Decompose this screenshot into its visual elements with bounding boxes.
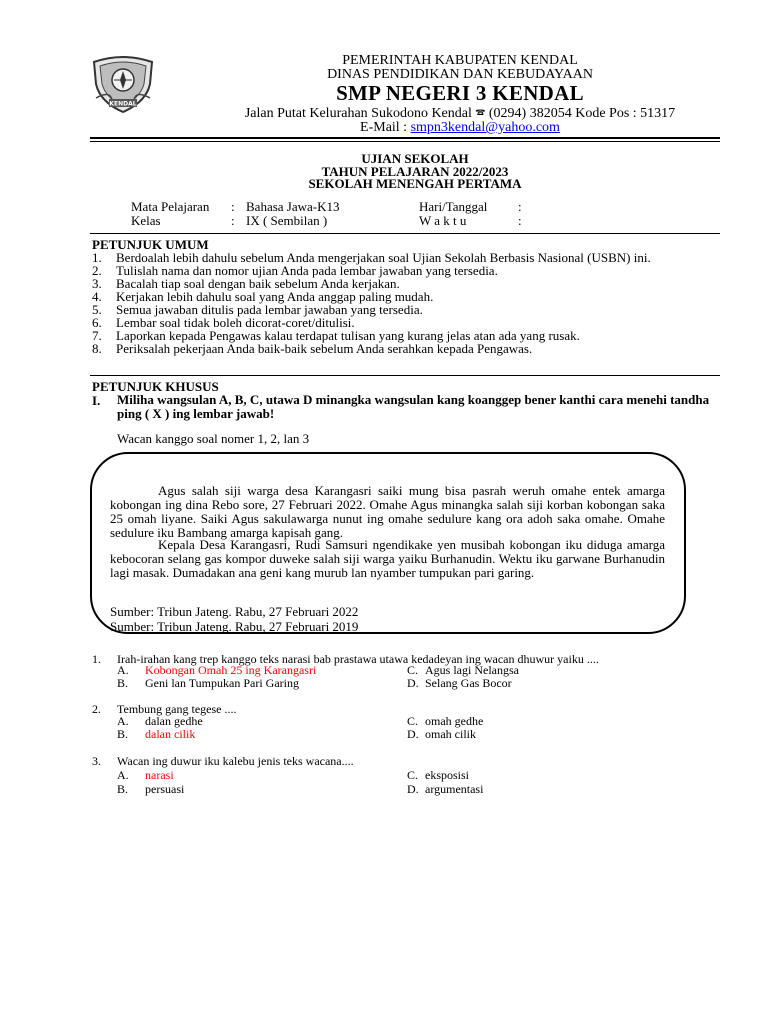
government-line: PEMERINTAH KABUPATEN KENDAL <box>342 53 578 68</box>
question-1-number: 1. <box>92 652 101 666</box>
list-item: 8. Periksalah pekerjaan Anda baik-baik sebelum Anda serahkan kepada Pengawas. <box>92 341 533 356</box>
section-separator <box>90 375 720 376</box>
question-1-option-d[interactable]: Selang Gas Bocor <box>425 676 512 690</box>
question-3-option-d-letter: D. <box>407 782 419 796</box>
day-date-colon: : <box>518 199 522 214</box>
kendal-regency-emblem <box>90 54 156 114</box>
school-level: SEKOLAH MENENGAH PERTAMA <box>308 176 522 191</box>
question-2-option-b[interactable]: dalan cilik <box>145 727 196 741</box>
letterhead-rule-thin <box>90 141 720 142</box>
question-3-option-a[interactable]: narasi <box>145 768 174 782</box>
question-1-option-b-letter: B. <box>117 676 129 690</box>
identity-separator <box>90 233 720 234</box>
general-instructions-list <box>92 251 692 355</box>
question-2-option-c[interactable]: omah gedhe <box>425 714 484 728</box>
list-item: 3. Bacalah tiap soal dengan baik sebelum Anda kerjakan. <box>92 276 400 291</box>
email-link[interactable]: smpn3kendal@yahoo.com <box>410 120 560 135</box>
question-3-text: Wacan ing duwur iku kalebu jenis teks wacana.... <box>117 754 354 768</box>
question-2-option-a[interactable]: dalan gedhe <box>145 714 203 728</box>
question-2-number: 2. <box>92 702 101 716</box>
letterhead-rule-thick <box>90 137 720 139</box>
academic-year: TAHUN PELAJARAN 2022/2023 <box>321 164 509 179</box>
question-1-option-a[interactable]: Kobongan Omah 25 ing Karangasri <box>145 663 317 677</box>
subject-colon: : <box>231 199 235 214</box>
exam-title: UJIAN SEKOLAH <box>361 151 469 166</box>
subject-value: Bahasa Jawa-K13 <box>246 199 340 214</box>
general-instructions-heading: PETUNJUK UMUM <box>92 237 209 252</box>
question-2-text: Tembung gang tegese .... <box>117 702 237 716</box>
question-2-option-c-letter: C. <box>407 714 419 728</box>
list-item: 4. Kerjakan lebih dahulu soal yang Anda anggap paling mudah. <box>92 289 434 304</box>
question-3-option-c-letter: C. <box>407 768 419 782</box>
subject-label: Mata Pelajaran <box>131 199 210 214</box>
question-3-option-b[interactable]: persuasi <box>145 782 185 796</box>
question-1-option-a-letter: A. <box>117 663 129 677</box>
passage-paragraph-1: Agus salah siji warga desa Karangasri saiki mung bisa pasrah weruh omahe entek amarga kobongan ing dina Rebo sore, 27 Februari 2022. Omahe Agus minangka salah siji korban kobongan saka 25 omah liyane. Saiki Agus sakulawarga nunut ing omahe sedulure kang ora adoh saka omahe. Omahe sedulure iku Bambang amarga kapisah gang. <box>110 483 665 540</box>
time-colon: : <box>518 213 522 228</box>
question-1-option-d-letter: D. <box>407 676 419 690</box>
reading-intro: Wacan kanggo soal nomer 1, 2, lan 3 <box>117 431 310 446</box>
question-1-option-c[interactable]: Agus lagi Nelangsa <box>425 663 519 677</box>
list-item: 6. Lembar soal tidak boleh dicorat-coret/ditulisi. <box>92 315 355 330</box>
section-number: I. <box>92 393 101 408</box>
passage-source-duplicate: Sumber: Tribun Jateng. Rabu, 27 Februari 2019 <box>110 619 359 634</box>
question-2-option-d[interactable]: omah cilik <box>425 727 476 741</box>
school-email-line <box>160 120 760 135</box>
class-label: Kelas <box>131 213 161 228</box>
special-instructions-text: Miliha wangsulan A, B, C, utawa D minangka wangsulan kang koanggep bener kanthi cara menehi tandha ping ( X ) ing lembar jawab! <box>117 392 710 421</box>
passage-paragraph-2: Kepala Desa Karangasri, Rudi Samsuri ngendikake yen musibah kobongan iku diduga amarga kebocoran selang gas kompor duweke salah siji warga yaiku Burhanudin. Wektu iku garwane Burhanudin lagi masak. Dumadakan ana geni kang murub lan nyamber tumpukan pari garing. <box>110 537 665 580</box>
class-value: IX ( Sembilan ) <box>246 213 328 228</box>
passage-source: Sumber: Tribun Jateng. Rabu, 27 Februari 2022 <box>110 604 359 619</box>
special-instructions-heading: PETUNJUK KHUSUS <box>92 379 219 394</box>
question-3-option-d[interactable]: argumentasi <box>425 782 484 796</box>
day-date-label: Hari/Tanggal <box>419 199 488 214</box>
list-item: 7. Laporkan kepada Pengawas kalau terdapat tulisan yang kurang jelas atan ada yang rusak. <box>92 328 580 343</box>
emblem-caption: KENDAL <box>109 100 137 108</box>
question-3-option-a-letter: A. <box>117 768 129 782</box>
question-1-option-b[interactable]: Geni lan Tumpukan Pari Garing <box>145 676 299 690</box>
list-item: 1. Berdoalah lebih dahulu sebelum Anda mengerjakan soal Ujian Sekolah Berbasis Nasional (USBN) ini. <box>92 250 651 265</box>
class-colon: : <box>231 213 235 228</box>
question-3-option-b-letter: B. <box>117 782 129 796</box>
time-label: W a k t u <box>419 213 467 228</box>
list-item: 2. Tulislah nama dan nomor ujian Anda pada lembar jawaban yang tersedia. <box>92 263 498 278</box>
question-3-option-c[interactable]: eksposisi <box>425 768 470 782</box>
question-2-option-b-letter: B. <box>117 727 129 741</box>
question-2-option-d-letter: D. <box>407 727 419 741</box>
question-2-option-a-letter: A. <box>117 714 129 728</box>
list-item: 5. Semua jawaban ditulis pada lembar jawaban yang tersedia. <box>92 302 423 317</box>
question-1-option-c-letter: C. <box>407 663 419 677</box>
school-address: Jalan Putat Kelurahan Sukodono Kendal 🕿 (0294) 382054 Kode Pos : 51317 <box>244 106 676 121</box>
department-line: DINAS PENDIDIKAN DAN KEBUDAYAAN <box>327 67 593 82</box>
school-name: SMP NEGERI 3 KENDAL <box>336 81 584 105</box>
question-3-number: 3. <box>92 754 101 768</box>
email-label: E-Mail : <box>360 120 411 135</box>
question-1-text: Irah-irahan kang trep kanggo teks narasi bab prastawa utawa kedadeyan ing wacan dhuwur yaiku .... <box>117 652 599 666</box>
